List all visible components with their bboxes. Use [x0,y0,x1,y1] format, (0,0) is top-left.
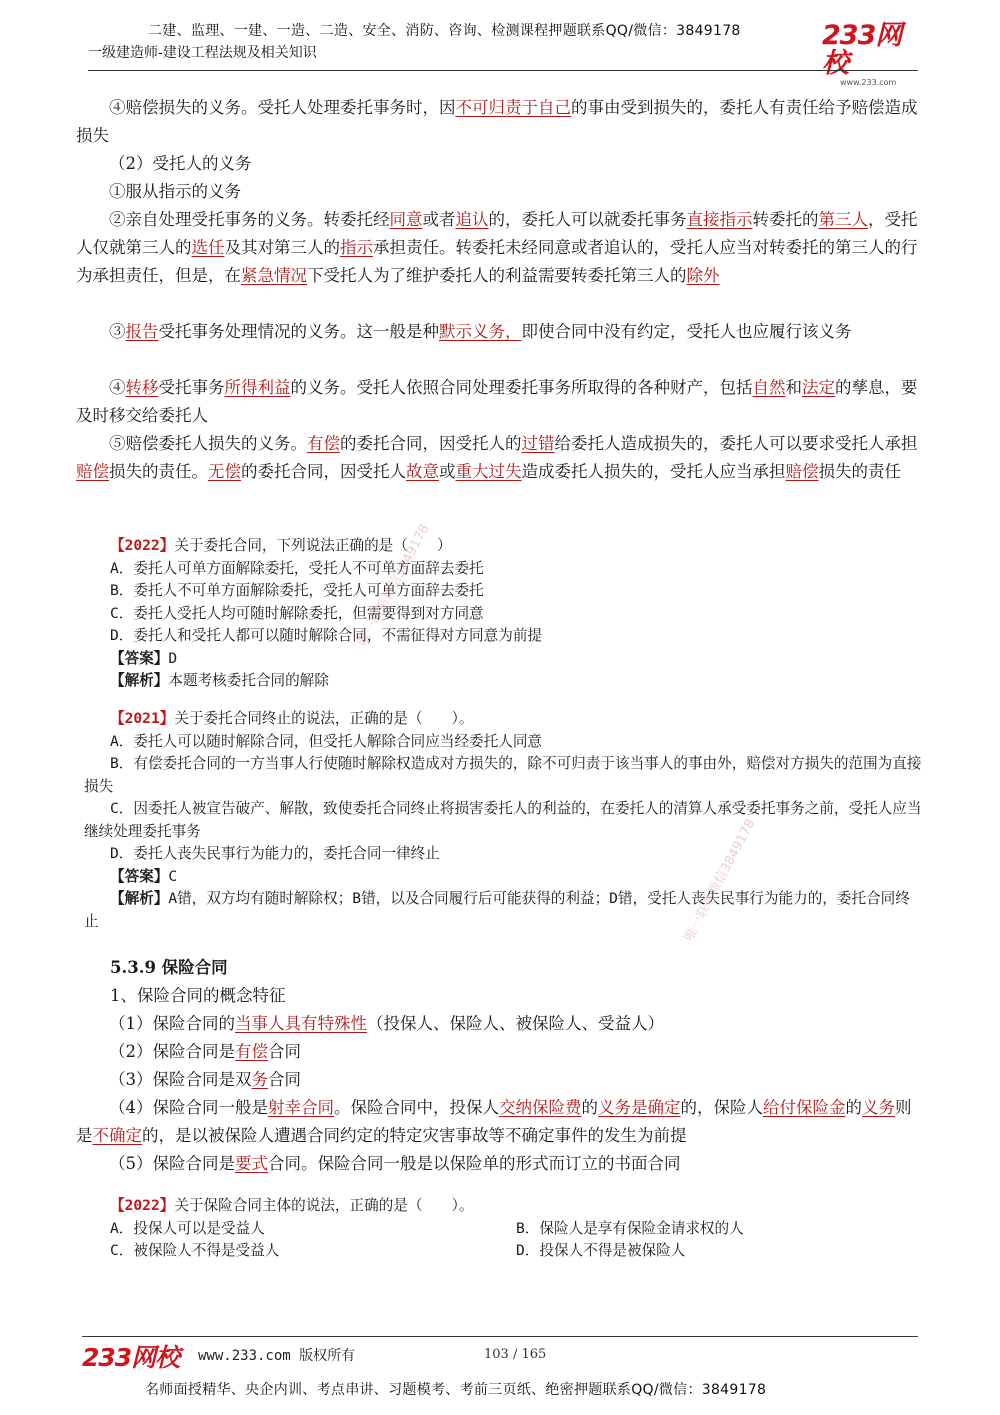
question-2021-termination [84,708,924,933]
option-d: D．委托人丧失民事行为能力的，委托合同一律终止 [110,845,440,862]
paragraph-compensate-principal: ⑤赔偿委托人损失的义务。有偿的委托合同，因受托人的过错给委托人造成损失的，委托人可以要求受托人承担赔偿损失的责任。无偿的委托合同，因受托人故意或重大过失造成委托人损失的，受托人应当承担赔偿损失的责任 [76,434,918,481]
paragraph-transfer-benefits: ④转移受托事务所得利益的义务。受托人依照合同处理委托事务所取得的各种财产，包括自然和法定的孳息，要及时移交给委托人 [76,378,918,425]
question-stem: 【2021】关于委托合同终止的说法，正确的是（ ）。 [110,710,474,727]
brand-logo-text: 233网校 [822,20,902,79]
insurance-feature-1: （1）保险合同的当事人具有特殊性（投保人、保险人、被保险人、受益人） [109,1014,664,1033]
option-b: B．委托人不可单方面解除委托，受托人可单方面辞去委托 [110,582,484,599]
question-2022-entrustment [84,535,924,693]
answer-line: 【答案】D [110,649,178,667]
option-c: C．因委托人被宣告破产、解散，致使委托合同终止将损害委托人的利益的，在委托人的清算人承受委托事务之前，受托人应当继续处理委托事务 [84,800,922,840]
subsection-concept: 1、保险合同的概念特征 [110,986,286,1005]
option-b: B．有偿委托合同的一方当事人行使随时解除权造成对方损失的，除不可归责于该当事人的事由外，赔偿对方损失的范围为直接损失 [84,755,922,795]
option-c: C．被保险人不得是受益人 [110,1242,280,1259]
option-b: B．保险人是享有保险金请求权的人 [516,1219,744,1237]
answer-line: 【答案】C [110,867,178,885]
brand-logo-url: www.233.com [840,78,897,87]
header-promo-text: 二建、监理、一建、一造、二造、安全、消防、咨询、检测课程押题联系QQ/微信：3849178 [148,23,741,39]
option-d: D．投保人不得是被保险人 [516,1242,686,1259]
question-stem: 【2022】关于保险合同主体的说法，正确的是（ ）。 [110,1197,474,1214]
insurance-feature-4: （4）保险合同一般是射幸合同。保险合同中，投保人交纳保险费的义务是确定的，保险人给付保险金的义务则是不确定的，是以被保险人遭遇合同约定的特定灾害事故等不确定事件的发生为前提 [76,1098,912,1145]
watermark-2: 唯一联系微信3849178 [681,816,759,944]
insurance-feature-5: （5）保险合同是要式合同。保险合同一般是以保险单的形式而订立的书面合同 [109,1154,681,1173]
brand-logo[interactable] [822,22,922,87]
paragraph-personal-handling: ②亲自处理受托事务的义务。转委托经同意或者追认的，委托人可以就委托事务直接指示转委托的第三人，受托人仅就第三人的选任及其对第三人的指示承担责任。转委托未经同意或者追认的，受托人应当对转委托的第三人的行为承担责任，但是，在紧急情况下受托人为了维护委托人的利益需要转委托第三人的除外 [76,210,918,285]
paragraph-compensation-duty: ④赔偿损失的义务。受托人处理委托事务时，因不可归责于自己的事由受到损失的，委托人有责任给予赔偿造成损失 [76,98,918,145]
footer-promo-text: 名师面授精华、央企内训、考点串讲、习题模考、考前三页纸、绝密押题联系QQ/微信：3849178 [145,1382,767,1398]
option-c: C．委托人受托人均可随时解除委托，但需要得到对方同意 [110,604,484,622]
analysis-line: 【解析】本题考核委托合同的解除 [110,672,329,689]
question-stem: 【2022】关于委托合同，下列说法正确的是（ ） [110,537,452,554]
watermark-1: 唯一联系微信3849178 [355,521,433,649]
footer-logo[interactable]: 233网校 [82,1343,180,1372]
option-d: D．委托人和受托人都可以随时解除合同，不需征得对方同意为前提 [110,627,543,644]
paragraph-report-duty: ③报告受托事务处理情况的义务。这一般是种默示义务，即使合同中没有约定，受托人也应履行该义务 [109,322,852,341]
page-number: 103 / 165 [484,1347,547,1362]
option-a: A．投保人可以是受益人 [110,1219,265,1237]
insurance-feature-3: （3）保险合同是双务合同 [109,1070,301,1089]
question-2022-insurance [84,1195,924,1265]
option-a: A．委托人可以随时解除合同，但受托人解除合同应当经委托人同意 [110,732,543,750]
heading-trustee-duties: （2）受托人的义务 [109,154,252,173]
header-divider [88,70,918,71]
insurance-feature-2: （2）保险合同是有偿合同 [109,1042,301,1061]
section-title: 5.3.9 保险合同 [110,958,228,977]
option-a: A．委托人可单方面解除委托，受托人不可单方面辞去委托 [110,559,484,577]
document-subtitle: 一级建造师-建设工程法规及相关知识 [88,45,317,61]
analysis-line: 【解析】A错，双方均有随时解除权；B错，以及合同履行后可能获得的利益；D错，受托人丧失民事行为能力的，委托合同终止 [84,890,910,930]
footer-copyright: www.233.com 版权所有 [198,1348,356,1364]
footer-divider [82,1336,918,1337]
paragraph-follow-instructions: ①服从指示的义务 [109,182,241,201]
